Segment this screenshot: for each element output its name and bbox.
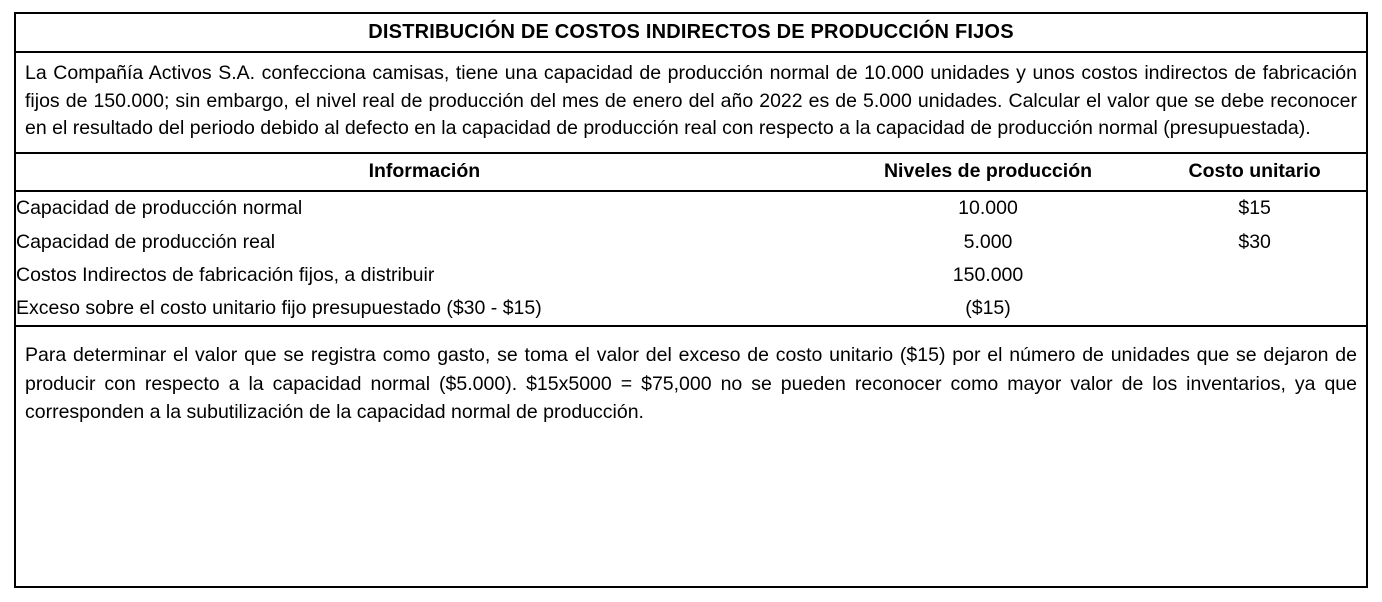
column-header-costo-unitario: Costo unitario xyxy=(1143,154,1366,191)
intro-paragraph: La Compañía Activos S.A. confecciona camisas, tiene una capacidad de producción normal de 10.000 unidades y unos costos indirectos de fabricación fijos de 150.000; sin embargo, el nivel real de producción del mes de enero del año 2022 es de 5.000 unidades. Calcular el valor que se debe reconocer en el resultado del periodo debido al defecto en la capacidad de producción real con respecto a la capacidad de producción normal (presupuestada). xyxy=(16,53,1366,154)
table-row xyxy=(16,191,1366,225)
column-header-informacion: Información xyxy=(16,154,833,191)
column-header-niveles-produccion: Niveles de producción xyxy=(833,154,1144,191)
cell-unit-cost xyxy=(1143,259,1366,292)
cell-info: Capacidad de producción real xyxy=(16,230,276,253)
table-row xyxy=(16,292,1366,325)
cell-levels: 10.000 xyxy=(958,197,1018,220)
cell-levels: 5.000 xyxy=(963,230,1013,253)
cell-unit-cost: $30 xyxy=(1238,230,1271,253)
cell-unit-cost: $15 xyxy=(1238,197,1271,220)
cell-info: Exceso sobre el costo unitario fijo presupuestado ($30 - $15) xyxy=(16,297,542,320)
cell-levels: ($15) xyxy=(965,297,1011,320)
cell-info: Costos Indirectos de fabricación fijos, a distribuir xyxy=(16,263,435,286)
closing-paragraph: Para determinar el valor que se registra como gasto, se toma el valor del exceso de costo unitario ($15) por el número de unidades que se dejaron de producir con respecto a la capacidad normal ($5.000). $15x5000 = $75,000 no se pueden reconocer como mayor valor de los inventarios, ya que corresponden a la subutilización de la capacidad normal de producción. xyxy=(25,344,1357,423)
cell-unit-cost xyxy=(1143,292,1366,325)
cell-levels: 150.000 xyxy=(952,263,1024,286)
document-title: DISTRIBUCIÓN DE COSTOS INDIRECTOS DE PRODUCCIÓN FIJOS xyxy=(16,14,1366,53)
table-row xyxy=(16,259,1366,292)
table-header-row xyxy=(16,154,1366,191)
table-row xyxy=(16,226,1366,259)
document-container xyxy=(14,12,1368,588)
cell-info: Capacidad de producción normal xyxy=(16,197,303,220)
data-table-wrapper xyxy=(16,154,1366,327)
data-table xyxy=(16,154,1366,325)
